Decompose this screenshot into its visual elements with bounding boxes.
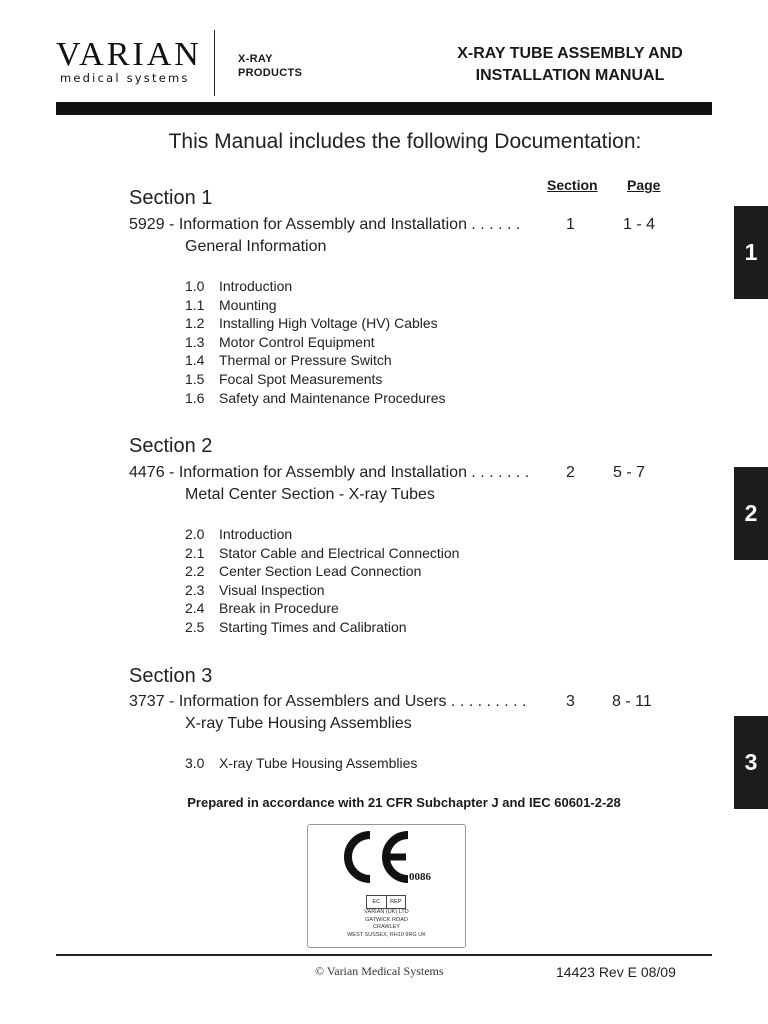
section-3-doc-line: 3737 - Information for Assemblers and Users . . . . . . . . . — [129, 693, 527, 710]
manual-title-line-2: INSTALLATION MANUAL — [475, 67, 665, 84]
list-item: 1.3 Motor Control Equipment — [185, 334, 375, 350]
products-label — [238, 52, 302, 80]
section-2-subtitle: Metal Center Section - X-ray Tubes — [185, 486, 435, 503]
list-item: 2.2 Center Section Lead Connection — [185, 563, 422, 579]
section-tab-3[interactable]: 3 — [734, 716, 768, 809]
manual-title — [425, 43, 715, 87]
address-line: CRAWLEY — [373, 924, 400, 930]
representative-address — [308, 909, 465, 939]
section-1-number: 1 — [566, 216, 575, 233]
section-1-pages: 1 - 4 — [623, 216, 656, 233]
ce-label — [307, 824, 466, 948]
list-item: 2.0 Introduction — [185, 526, 293, 542]
page-column-header: Page — [627, 177, 661, 193]
compliance-statement: Prepared in accordance with 21 CFR Subchapter J and IEC 60601-2-28 — [187, 795, 621, 810]
footer-rule — [56, 954, 712, 956]
address-line: GATWICK ROAD — [365, 916, 408, 923]
section-3-number: 3 — [566, 693, 575, 710]
section-tab-2[interactable]: 2 — [734, 467, 768, 560]
list-item: 1.0 Introduction — [185, 278, 293, 294]
list-item: 1.4 Thermal or Pressure Switch — [185, 352, 392, 368]
header-divider — [214, 30, 215, 96]
list-item: 2.1 Stator Cable and Electrical Connection — [185, 545, 460, 561]
manual-title-line-1: X-RAY TUBE ASSEMBLY AND — [457, 45, 683, 62]
ec-label: EC — [367, 896, 387, 908]
rep-label: REP — [390, 899, 402, 905]
section-column-header: Section — [547, 177, 598, 193]
notified-body-number: 0086 — [409, 871, 431, 883]
ce-mark-icon — [338, 827, 412, 887]
list-item: 2.5 Starting Times and Calibration — [185, 619, 407, 635]
section-2-pages: 5 - 7 — [613, 464, 646, 481]
page-heading: This Manual includes the following Documentation: — [168, 130, 642, 153]
varian-logo: VARIAN — [56, 36, 202, 73]
list-item: 1.6 Safety and Maintenance Procedures — [185, 390, 446, 406]
logo-subtitle: medical systems — [60, 71, 190, 85]
products-line-1: X-RAY — [238, 53, 273, 65]
section-1-title: Section 1 — [129, 187, 213, 209]
section-3-subtitle: X-ray Tube Housing Assemblies — [185, 715, 412, 732]
copyright: © Varian Medical Systems — [315, 964, 444, 978]
section-2-doc-line: 4476 - Information for Assembly and Installation . . . . . . . — [129, 464, 530, 481]
list-item: 2.3 Visual Inspection — [185, 582, 325, 598]
list-item: 2.4 Break in Procedure — [185, 600, 339, 616]
section-2-number: 2 — [566, 464, 575, 481]
header-bar — [56, 102, 712, 115]
section-1-subtitle: General Information — [185, 238, 327, 255]
section-3-pages: 8 - 11 — [612, 693, 652, 710]
list-item: 3.0 X-ray Tube Housing Assemblies — [185, 755, 418, 771]
section-2-title: Section 2 — [129, 435, 213, 457]
section-tab-1[interactable]: 1 — [734, 206, 768, 299]
list-item: 1.1 Mounting — [185, 297, 277, 313]
section-3-title: Section 3 — [129, 665, 213, 687]
ec-rep-symbol — [366, 895, 406, 909]
list-item: 1.2 Installing High Voltage (HV) Cables — [185, 315, 438, 331]
address-line: WEST SUSSEX, RH10 9RG UK — [347, 931, 426, 938]
address-line: VARIAN (UK) LTD — [364, 909, 409, 915]
document-reference: 14423 Rev E 08/09 — [556, 964, 676, 980]
list-item: 1.5 Focal Spot Measurements — [185, 371, 383, 387]
products-line-2: PRODUCTS — [238, 67, 303, 79]
section-1-doc-line: 5929 - Information for Assembly and Installation . . . . . . — [129, 216, 521, 233]
